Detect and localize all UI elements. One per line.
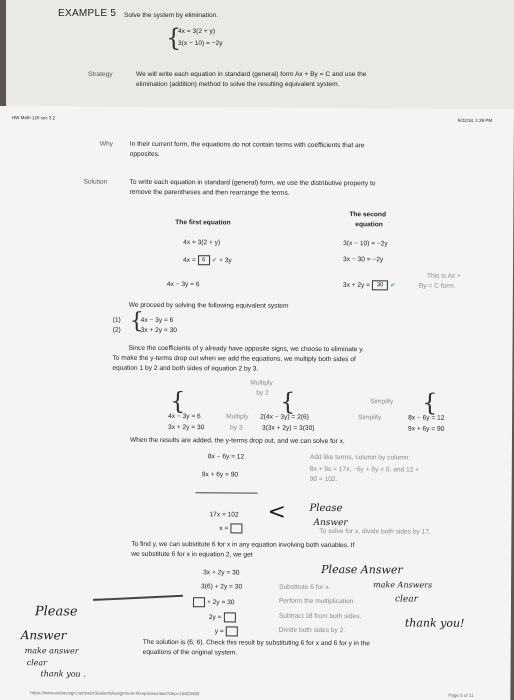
substitution-step-4: 2y = <box>209 612 238 622</box>
conclusion-text-2: equations of the original system. <box>142 648 238 657</box>
multiply-row2-middle: 3(3x + 2y) = 3(30) <box>262 424 315 432</box>
substitution-note-2: Perform the multiplication. <box>278 597 356 606</box>
addition-note-3: 90 = 102. <box>309 475 338 484</box>
handwritten-make-answer-clear: make answer <box>24 646 79 656</box>
handwritten-clear-left: clear <box>26 658 48 668</box>
form-note-1: This is Ax + <box>426 272 461 280</box>
second-step-2: 3x − 30 = −2y <box>343 256 384 264</box>
by-two-label: by 2 <box>256 389 269 397</box>
strategy-text-2: elimination (addition) method to solve the resulting equivalent system. <box>136 81 340 88</box>
since-text-3: equation 1 by 2 and both sides of equation 2 by 3. <box>112 364 259 373</box>
current-page-sheet <box>0 106 514 700</box>
substitution-note-1: Substitute 6 for x. <box>279 583 331 592</box>
strategy-label: Strategy <box>88 71 113 78</box>
substitution-step-2: 3(6) + 2y = 30 <box>201 583 243 591</box>
substitution-note-4: Divide both sides by 2. <box>278 626 346 635</box>
answer-box-y[interactable] <box>226 626 238 636</box>
handwritten-thank-you: thank you! <box>404 616 465 630</box>
first-equation-heading: The first equation <box>175 219 231 227</box>
course-header: HW Math 120 sec 3.2 <box>11 115 56 121</box>
multiply-row1-middle: 2(4x − 3y) = 2(6) <box>260 413 309 421</box>
first-step-1: 4x = 3(2 + y) <box>183 239 221 247</box>
multiply-row2-by3: by 3 <box>230 424 243 432</box>
handwritten-thank-you-left: thank you . <box>40 669 86 679</box>
answer-box-2[interactable]: 30 <box>372 280 388 290</box>
footer-page-number: Page 5 of 11 <box>448 692 474 698</box>
system-equation-1: 4x − 3y = 6 <box>140 316 174 325</box>
addition-note-2: 8x + 9x = 17x, −6y + 6y = 0, and 12 + <box>309 465 420 474</box>
check-icon: ✔ <box>211 257 218 265</box>
form-note-2: By = C form. <box>418 282 456 290</box>
since-text-1: Since the coefficients of y already have opposite signs, we choose to eliminate y. <box>128 344 364 354</box>
check-icon: ✔ <box>390 282 396 290</box>
solution-text-1: To write each equation in standard (general) form, we use the distributive property to <box>129 178 376 188</box>
first-step-2: 4x = 6 ✔ + 3y <box>183 256 232 265</box>
why-text-2: opposites. <box>129 150 160 158</box>
multiply-label: Multiply <box>250 379 273 387</box>
simplify-label: Simplify <box>370 398 394 406</box>
sum-divider <box>196 492 258 493</box>
multiply-row1-simplify: Simplify <box>358 414 382 422</box>
brace-middle: { <box>280 387 296 416</box>
brace-left: { <box>170 387 186 416</box>
multiply-row1-label: Multiply <box>226 413 249 421</box>
second-step-1: 3(x − 10) = −2y <box>343 240 388 248</box>
answer-box-18[interactable] <box>193 597 205 607</box>
answer-box-1[interactable]: 6 <box>198 255 210 265</box>
why-label: Why <box>99 140 113 148</box>
handwritten-answer-left: Answer <box>20 628 67 643</box>
multiply-row1-right: 8x − 6y = 12 <box>408 414 445 422</box>
original-equation-2: 3(x − 10) = −2y <box>178 40 223 47</box>
brace-right: { <box>422 388 438 417</box>
substitution-step-1: 3x + 2y = 30 <box>203 569 240 577</box>
substitution-step-3: + 2y = 30 <box>191 597 235 607</box>
strategy-text-1: We will write each equation in standard (general) form Ax + By = C and use the <box>136 71 367 78</box>
solve-x-note: To solve for x, divide both sides by 17. <box>319 527 431 536</box>
handwritten-answer: Answer <box>313 517 348 529</box>
system-brace: { <box>129 308 144 334</box>
multiply-row1-left: 4x − 3y = 6 <box>168 413 201 421</box>
system-brace: { <box>166 24 182 52</box>
addition-line-2: 9x + 6y = 90 <box>201 471 239 479</box>
handwritten-make-answers: make Answers <box>373 580 433 590</box>
footer-url[interactable]: https://www.webassign.net/web/Student/Assignment-Responses/last?dep=18823460 <box>30 690 200 697</box>
sum-result: 17x = 102 <box>209 511 239 519</box>
conclusion-text-1: The solution is (6, 6). Check this result by substituting 6 for x and 6 for y in the <box>142 638 370 648</box>
x-equals: x = <box>219 523 244 533</box>
example-prompt: Solve the system by elimination. <box>124 12 219 19</box>
substitution-step-5: y = <box>215 626 240 636</box>
system-number-1: (1) <box>112 316 121 324</box>
handwritten-clear: clear <box>394 594 418 605</box>
results-text: When the results are added, the y-terms drop out, and we can solve for x. <box>129 436 345 446</box>
system-intro: We proceed by solving the following equivalent system <box>128 301 289 310</box>
first-step-3: 4x − 3y = 6 <box>166 281 200 289</box>
example-label: EXAMPLE 5 <box>58 8 117 19</box>
substitution-note-3: Subtract 18 from both sides. <box>278 612 362 621</box>
handwritten-please: Please <box>309 502 343 515</box>
system-equation-2: 3x + 2y = 30 <box>140 326 177 335</box>
timestamp-header: 6/22/18, 1:39 PM <box>457 117 493 124</box>
second-equation-heading-1: The second <box>349 211 387 219</box>
multiply-row2-right: 9x + 6y = 90 <box>408 425 445 433</box>
system-number-2: (2) <box>112 326 121 334</box>
second-equation-heading-2: equation <box>355 221 383 229</box>
find-y-text-1: To find y, we can substitute 6 for x in any equation involving both variables. If <box>131 540 355 550</box>
multiply-row2-left: 3x + 2y = 30 <box>168 424 205 432</box>
original-equation-1: 4x = 3(2 + y) <box>178 28 216 35</box>
solution-label: Solution <box>83 178 108 186</box>
since-text-2: To make the y-terms drop out when we add the equations, we multiply both sides of <box>112 354 356 364</box>
find-y-text-2: we substitute 6 for x in equation 2, we get <box>131 550 253 559</box>
handwritten-please-answer: Please Answer <box>321 562 403 577</box>
solution-text-2: remove the parentheses and then rearrange the terms. <box>129 188 290 197</box>
second-step-3: 3x + 2y = 30 ✔ <box>342 281 396 290</box>
handwritten-arrow-icon: < <box>267 499 287 525</box>
handwritten-arrow-line <box>93 595 183 601</box>
previous-page-sheet <box>6 0 514 112</box>
addition-note-1: Add like terms, column by column: <box>309 453 411 462</box>
addition-line-1: 8x − 6y = 12 <box>207 453 245 461</box>
why-text-1: In their current form, the equations do not contain terms with coefficients that are <box>129 140 365 150</box>
handwritten-please-left: Please <box>34 604 78 620</box>
x-answer-box[interactable] <box>230 523 242 533</box>
answer-box-2y[interactable] <box>224 612 236 622</box>
